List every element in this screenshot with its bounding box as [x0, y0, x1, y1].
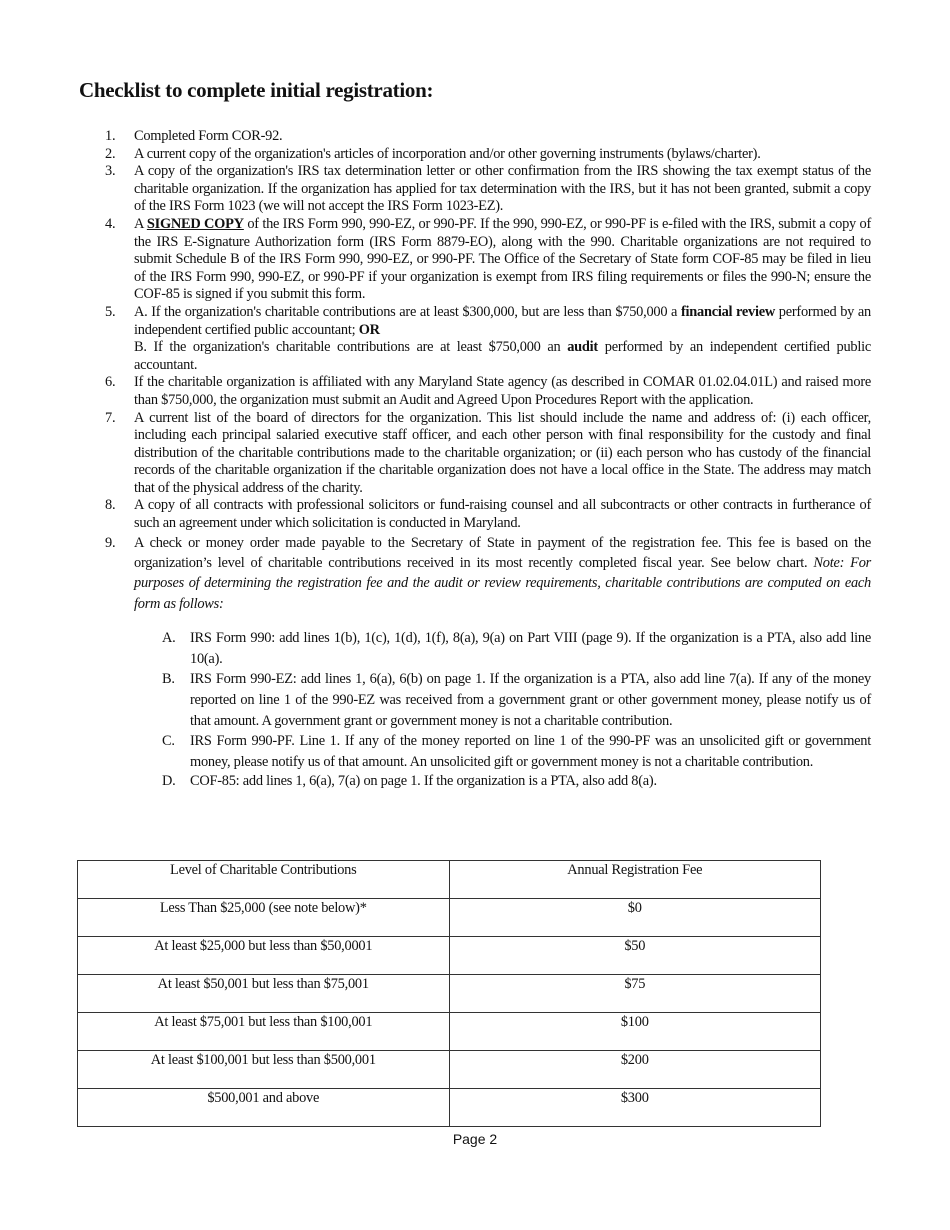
table-row: At least $50,001 but less than $75,001 $75: [78, 975, 821, 1013]
list-item: 6. If the charitable organization is affiliated with any Maryland State agency (as described in COMAR 01.02.04.01L) and raised more than $750,000, the organization must submit an Audit and Agreed Upon Procedures Report with the application.: [105, 374, 871, 408]
list-item: 5. A. If the organization's charitable contributions are at least $300,000, but are less than $750,000 a financial review performed by an independent certified public accountant; OR B. If the organization's charitable contributions are at least $750,000 an audit performed by an independent certified public accountant.: [105, 303, 871, 373]
sub-item: A. IRS Form 990: add lines 1(b), 1(c), 1(d), 1(f), 8(a), 9(a) on Part VIII (page 9). If the organization is a PTA, also add line 10(a).: [162, 630, 871, 667]
list-item: 9. A check or money order made payable to the Secretary of State in payment of the registration fee. This fee is based on the organization’s level of charitable contributions received in its most recently completed fiscal year. See below chart. Note: For purposes of determining the registration fee and the audit or review requirements, charitable contributions are computed on each form as follows: A. IRS Form 990: add lines 1(b), 1(c), 1(d), 1(f), 8(a), 9(a) on Part VIII (page 9). If the organization is a PTA, also add line 10(a). B. IRS Form 990-EZ: add lines 1, 6(a), 6(b) on page 1. If the organization is a PTA, also add line 7(a). If any of the money reported on line 1 of the 990-EZ was received from a government grant or other government money, please notify us of that amount. A government grant or government money is not a charitable contribution. C. IRS Form 990-PF. Line 1. If any of the money reported on line 1 of the 990-PF was an unsolicited gift or government money, please notify us of that amount. An unsolicited gift or government money is not a charitable contribution. D. COF-85: add lines 1, 6(a), 7(a) on page 1. If the organization is a PTA, also add 8(a).: [105, 534, 871, 790]
table-row: Less Than $25,000 (see note below)* $0: [78, 899, 821, 937]
fee-table: [77, 860, 821, 1127]
page-number: Page 2: [452, 1131, 498, 1147]
list-item: 3. A copy of the organization's IRS tax determination letter or other confirmation from the IRS showing the tax exempt status of the charitable organization. If the organization has applied for tax determination with the IRS, but it has not been granted, submit a copy of the IRS Form 1023 (we will not accept the IRS Form 1023-EZ).: [105, 163, 871, 215]
list-item: 8. A copy of all contracts with professional solicitors or fund-raising counsel and all subcontracts or other contracts in furtherance of such an agreement under which solicitation is conducted in Maryland.: [105, 497, 871, 532]
table-row: $500,001 and above $300: [78, 1089, 821, 1127]
table-row: At least $25,000 but less than $50,0001 $50: [78, 937, 821, 975]
sub-list: [134, 628, 871, 790]
list-item: 1. Completed Form COR-92.: [105, 128, 283, 144]
list-item: 2. A current copy of the organization's articles of incorporation and/or other governing instruments (bylaws/charter).: [105, 145, 761, 162]
table-header-row: [78, 861, 821, 899]
table-header: Annual Registration Fee: [449, 861, 821, 899]
note: Note: For purposes of determining the registration fee and the audit or review requirements, charitable contributions are computed on each form as follows:: [134, 555, 871, 612]
table-row: At least $100,001 but less than $500,001 $200: [78, 1051, 821, 1089]
table-row: At least $75,001 but less than $100,001 $100: [78, 1013, 821, 1051]
sub-item: D. COF-85: add lines 1, 6(a), 7(a) on page 1. If the organization is a PTA, also add 8(a).: [162, 773, 657, 790]
signed-copy-emphasis: SIGNED COPY: [146, 215, 244, 232]
table-header: Level of Charitable Contributions: [78, 861, 450, 899]
checklist: [79, 128, 871, 790]
list-item: 4. A SIGNED COPY of the IRS Form 990, 990-EZ, or 990-PF. If the 990, 990-EZ, or 990-PF is e-filed with the IRS, submit a copy of the IRS E-Signature Authorization form (IRS Form 8879-EO), along with the 990. Charitable organizations are not required to submit Schedule B of the IRS Form 990, 990-EZ, or 990-PF. The Office of the Secretary of State form COF-85 may be filed in lieu of the IRS Form 990, 990-EZ, or 990-PF if your organization is exempt from IRS filing requirements or files the 990-N; ensure the COF-85 is signed if you submit this form.: [105, 215, 871, 303]
sub-item: B. IRS Form 990-EZ: add lines 1, 6(a), 6(b) on page 1. If the organization is a PTA, also add line 7(a). If any of the money reported on line 1 of the 990-EZ was received from a government grant or other government money, please notify us of that amount. A government grant or government money is not a charitable contribution.: [162, 671, 871, 729]
list-item: 7. A current list of the board of directors for the organization. This list should include the name and address of: (i) each officer, including each principal salaried executive staff officer, and each other person with final responsibility for the custody and final distribution of the charitable contributions made to the charitable organization; or (ii) each person who has custody of the financial records of the charitable organization if the charitable organization does not have a local office in the State. The address may match that of the physical address of the charity.: [105, 409, 871, 496]
page-title: Checklist to complete initial registration:: [79, 78, 434, 102]
sub-item: C. IRS Form 990-PF. Line 1. If any of the money reported on line 1 of the 990-PF was an unsolicited gift or government money, please notify us of that amount. An unsolicited gift or government money is not a charitable contribution.: [162, 733, 871, 770]
